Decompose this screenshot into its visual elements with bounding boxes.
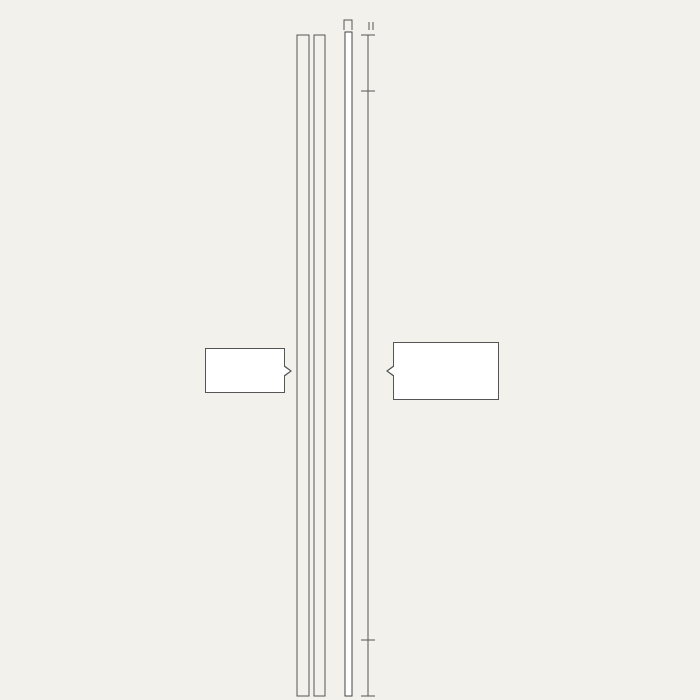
outer-rail-outline	[297, 35, 309, 696]
callout-pointer	[386, 365, 394, 377]
pitch-column-outline	[314, 35, 325, 696]
callout-pointer	[284, 365, 292, 377]
rail-body	[345, 32, 352, 696]
screw-pitch-callout	[393, 342, 499, 400]
shelf-pitch-callout	[205, 348, 285, 393]
width-marker-13	[344, 20, 352, 30]
